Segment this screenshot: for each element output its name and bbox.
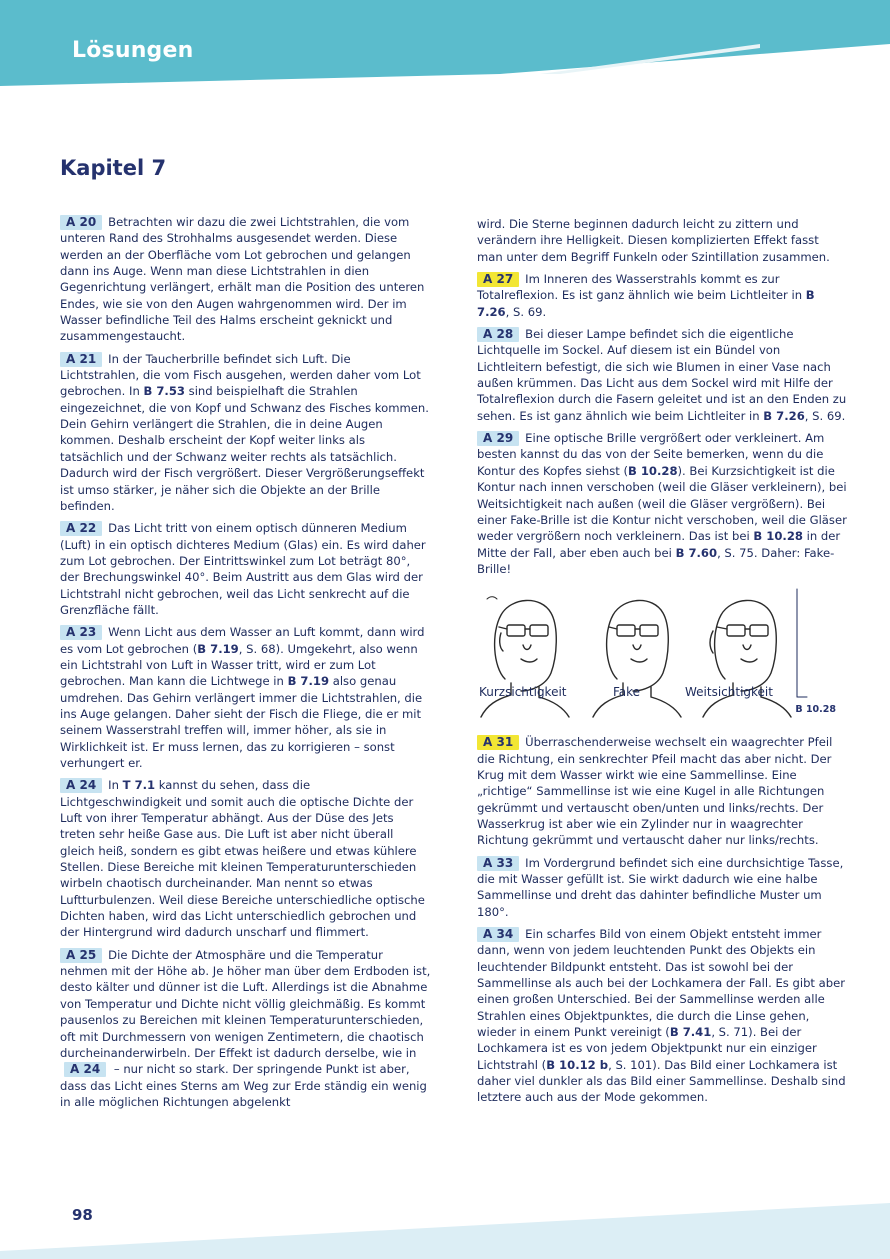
answer-tag: A 25 <box>60 948 102 963</box>
answer-tag: A 23 <box>60 625 102 640</box>
answer-a29: A 29 Eine optische Brille vergrößert oder verkleinert. Am besten kannst du das von der Seite bemerken, wenn du die Kontur des Kopfes siehst (B 10.28). Bei Kurzsichtigkeit ist die Kontur nach innen verschoben (weil die Gläser verkleinern), bei Weitsichtigkeit nach außen (weil die Gläser vergrößern). Bei einer Fake-Brille ist die Kontur nicht verschoben, weil die Gläser weder vergrößern noch verkleinern. Das ist bei B 10.28 in der Mitte der Fall, aber eben auch bei B 7.60, S. 75. Daher: Fake-Brille! <box>477 431 847 576</box>
answer-a25: A 25 Die Dichte der Atmosphäre und die Temperatur nehmen mit der Höhe ab. Je höher man über dem Erdboden ist, desto kälter und dünner ist die Luft. Allerdings ist die Abnahme von Temperatur und Dichte nicht völlig gleichmäßig. Es kommt pausenlos zu Bereichen mit kleinen Temperaturunterschieden, oft mit Durchmessern von wenigen Zentimetern, die chaotisch durcheinanderwirbeln. Der Effekt ist dadurch derselbe, wie in A 24 – nur nicht so stark. Der springende Punkt ist aber, dass das Licht eines Sterns am Weg zur Erde ständig ein wenig in alle möglichen Richtungen abgelenkt <box>60 947 431 1109</box>
answer-a25-continuation: wird. Die Sterne beginnen dadurch leicht zu zittern und verändern ihre Helligkeit. Diesen komplizierten Effekt fasst man unter dem Begriff Funkeln oder Szintillation zusammen. <box>477 217 830 264</box>
answer-tag: A 31 <box>477 735 519 750</box>
figure-caption-far-sighted: Weitsichtigkeit <box>685 684 773 699</box>
glasses-illustration <box>477 587 848 722</box>
answer-tag: A 29 <box>477 431 519 446</box>
answer-tag: A 28 <box>477 327 519 342</box>
chapter-title: Kapitel 7 <box>60 156 167 180</box>
table-reference: T 7.1 <box>122 778 156 793</box>
figure-reference: B 10.28 <box>627 463 678 478</box>
figure-reference: B 10.12 b <box>546 1057 609 1072</box>
right-column <box>477 214 848 1112</box>
figure-reference: B 7.19 <box>197 641 239 656</box>
answer-a28: A 28 Bei dieser Lampe befindet sich die eigentliche Lichtquelle im Sockel. Auf diesem ist ein Bündel von Lichtleitern befestigt, die sich wie Blumen in einer Vase nach außen krümmen. Das Licht aus dem Sockel wird mit Hilfe der Totalreflexion durch die Fasern geleitet und ist an den Enden zu sehen. Es ist ganz ähnlich wie beim Lichtleiter in B 7.26, S. 69. <box>477 327 847 423</box>
figure-reference: B 7.26 <box>763 408 805 423</box>
answer-tag: A 24 <box>60 778 102 793</box>
answer-tag: A 27 <box>477 272 519 287</box>
answer-a24: A 24 In T 7.1 kannst du sehen, dass die Lichtgeschwindigkeit und somit auch die optische Dichte der Luft von ihrer Temperatur abhängt. Aus der Düse des Jets treten sehr heiße Gase aus. Die Luft ist aber nicht überall gleich heiß, sondern es gibt etwas heißere und etwas kühlere Stellen. Diese Bereiche mit kleinen Temperaturunterschieden wirbeln chaotisch durcheinander. Man nennt so etwas Luftturbulenzen. Weil diese Bereiche unterschiedliche optische Dichten haben, wird das Licht unterschiedlich gebrochen und der Hintergrund wird dadurch unscharf und flimmert. <box>60 778 425 940</box>
page-number: 98 <box>72 1206 93 1224</box>
footer-band <box>0 1199 890 1259</box>
answer-a34: A 34 Ein scharfes Bild von einem Objekt entsteht immer dann, wenn von jedem leuchtenden Punkt des Objekts ein leuchtender Bildpunkt entsteht. Das ist sowohl bei der Sammellinse als auch bei der Lochkamera der Fall. Es gibt aber einen großen Unterschied. Bei der Sammellinse werden alle Strahlen eines Objektpunktes, die durch die Linse gehen, wieder in einem Punkt vereinigt (B 7.41, S. 71). Bei der Lochkamera ist es von jedem Objektpunkt nur ein einziger Lichtstrahl (B 10.12 b, S. 101). Das Bild einer Lochkamera ist daher viel dunkler als das Bild einer Sammellinse. Deshalb sind letztere auch aus der Mode gekommen. <box>477 927 846 1105</box>
header-title: Lösungen <box>72 38 194 63</box>
figure-reference: B 7.53 <box>143 384 185 399</box>
answer-tag: A 21 <box>60 352 102 367</box>
figure-reference: B 7.19 <box>287 674 330 689</box>
answer-tag: A 20 <box>60 215 102 230</box>
figure-label: B 10.28 <box>795 703 836 715</box>
answer-reference-tag: A 24 <box>64 1062 106 1077</box>
answer-a33: A 33 Im Vordergrund befindet sich eine durchsichtige Tasse, die mit Wasser gefüllt ist. Sie wirkt dadurch wie eine halbe Sammellinse und dreht das dahinter befindliche Muster um 180°. <box>477 855 844 919</box>
answer-a23: A 23 Wenn Licht aus dem Wasser an Luft kommt, dann wird es vom Lot gebrochen (B 7.19, S. 68). Umgekehrt, also wenn ein Lichtstrahl von Luft in Wasser tritt, wird er zum Lot gebrochen. Man kann die Lichtwege in B 7.19 also genau umdrehen. Das Gehirn verlängert immer die Lichtstrahlen, die ins Auge gelangen. Daher sieht der Fisch die Fliege, die er mit seinem Wasserstrahl treffen will, immer höher, als sie in Wirklichkeit ist. Er muss lernen, das zu korrigieren – sonst verhungert er. <box>60 625 425 770</box>
answer-tag: A 33 <box>477 856 519 871</box>
left-column <box>60 214 431 1116</box>
answer-a20: A 20 Betrachten wir dazu die zwei Lichtstrahlen, die vom unteren Rand des Strohhalms ausgesendet werden. Diese werden an der Oberfläche vom Lot gebrochen und gelangen dann ins Auge. Wenn man diese Lichtstrahlen in dien Gegenrichtung verlängert, erhält man die Position des unteren Endes, wie sie von den Augen wahrgenommen wird. Der im Wasser befindliche Teil des Halms erscheint geknickt und zusammengestaucht. <box>60 215 425 344</box>
figure-reference: B 7.60 <box>675 545 718 560</box>
figure-reference: B 7.41 <box>669 1025 712 1040</box>
answer-tag: A 34 <box>477 927 519 942</box>
figure-reference: B 7.26 <box>477 288 815 319</box>
figure-caption-short-sighted: Kurzsichtigkeit <box>479 684 567 699</box>
answer-a31: A 31 Überraschenderweise wechselt ein waagrechter Pfeil die Richtung, ein senkrechter Pfeil macht das aber nicht. Der Krug mit dem Wasser wirkt wie eine Sammellinse. Eine „richtige“ Sammellinse ist wie eine Kugel in alle Richtungen gekrümmt und vertauscht oben/unten und links/rechts. Der Wasserkrug ist aber wie ein Zylinder nur in waagrechter Richtung gekrümmt und vertauscht daher nur links/rechts. <box>477 735 833 848</box>
glasses-figure <box>477 587 848 722</box>
answer-a22: A 22 Das Licht tritt von einem optisch dünneren Medium (Luft) in ein optisch dichteres Medium (Glas) ein. Es wird daher zum Lot gebrochen. Der Eintrittswinkel zum Lot beträgt 80°, der Brechungswinkel 40°. Beim Austritt aus dem Glas wird der Lichtstrahl nicht gebrochen, weil das Licht senkrecht auf die Grenzfläche fällt. <box>60 521 426 617</box>
figure-reference: B 10.28 <box>753 529 803 544</box>
answer-a27: A 27 Im Inneren des Wasserstrahls kommt es zur Totalreflexion. Es ist ganz ähnlich wie beim Lichtleiter in B 7.26, S. 69. <box>477 272 815 319</box>
figure-caption-fake: Fake <box>613 684 641 699</box>
answer-a21: A 21 In der Taucherbrille befindet sich Luft. Die Lichtstrahlen, die vom Fisch ausgehen, werden daher vom Lot gebrochen. In B 7.53 sind beispielhaft die Strahlen eingezeichnet, die von Kopf und Schwanz des Fisches kommen. Dein Gehirn verlängert die Strahlen, die in deine Augen kommen. Deshalb erscheint der Kopf weiter links als tatsächlich und der Schwanz weiter rechts als tatsächlich. Dadurch wird der Fisch vergrößert. Dieser Vergrößerungseffekt ist umso stärker, je näher sich die Objekte an der Brille befinden. <box>60 351 429 513</box>
answer-tag: A 22 <box>60 521 102 536</box>
